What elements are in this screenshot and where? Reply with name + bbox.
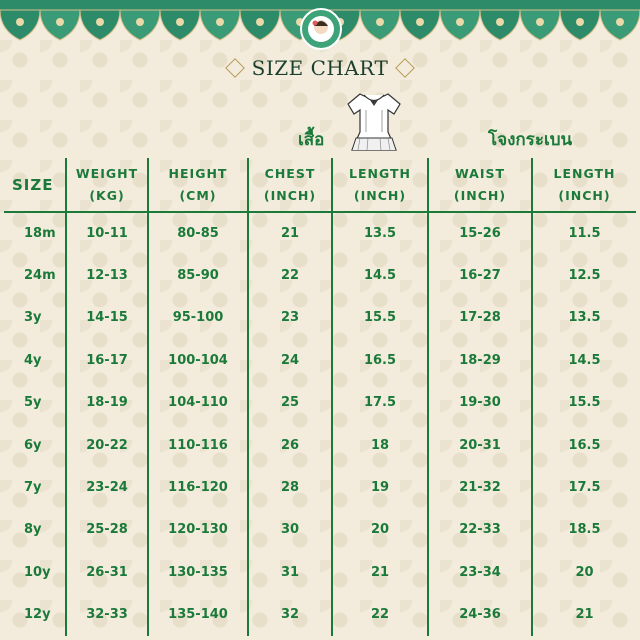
table-header-row (4, 158, 636, 212)
column-header-line: (INCH) (263, 187, 317, 203)
table-cell: 135-140 (148, 594, 248, 636)
table-row (4, 424, 636, 466)
column-header-line: LENGTH (553, 165, 616, 181)
table-cell: 30 (248, 509, 332, 551)
table-cell: 28 (248, 466, 332, 508)
table-row (4, 254, 636, 296)
table-cell: 18-19 (66, 382, 148, 424)
column-header-line: WEIGHT (75, 165, 139, 181)
skirt-group-label: โจงกระเบน (488, 130, 573, 150)
column-header-line: (INCH) (353, 187, 407, 203)
column-header (248, 158, 332, 212)
table-cell: 24-36 (428, 594, 532, 636)
border-dot (416, 18, 424, 26)
border-dot (256, 18, 264, 26)
table-row (4, 339, 636, 381)
border-dot (56, 18, 64, 26)
table-cell: 24 (248, 339, 332, 381)
column-header (332, 158, 428, 212)
table-cell: 19 (332, 466, 428, 508)
size-cell: 12y (4, 594, 66, 636)
table-cell: 16.5 (568, 437, 601, 453)
size-chart-table (4, 158, 636, 636)
table-row (4, 594, 636, 636)
table-cell: 13.5 (332, 212, 428, 254)
table-cell: 14.5 (568, 352, 601, 368)
table-cell: 16.5 (332, 339, 428, 381)
table-cell: 10-11 (66, 212, 148, 254)
border-dot (216, 18, 224, 26)
table-cell: 23-34 (428, 551, 532, 593)
table-row (4, 509, 636, 551)
table-cell: 12-13 (66, 254, 148, 296)
table-cell: 15.5 (568, 395, 601, 411)
column-header (148, 158, 248, 212)
table-cell: 20-22 (66, 424, 148, 466)
page-title: SIZE CHART (251, 56, 389, 80)
border-dot (96, 18, 104, 26)
brand-logo-icon (300, 8, 342, 50)
table-cell: 17.5 (332, 382, 428, 424)
column-header-line: HEIGHT (168, 165, 228, 181)
shirt-group-label: เสื้อ (298, 130, 325, 150)
table-cell: 80-85 (148, 212, 248, 254)
size-cell: 8y (4, 509, 66, 551)
table-body (4, 212, 636, 636)
table-cell: 16-17 (66, 339, 148, 381)
table-cell: 15-26 (428, 212, 532, 254)
size-cell: 7y (4, 466, 66, 508)
border-dot (536, 18, 544, 26)
table-cell: 19-30 (428, 382, 532, 424)
size-cell: 24m (4, 254, 66, 296)
diamond-ornament-icon (395, 58, 415, 78)
table-cell: 32 (248, 594, 332, 636)
column-header (532, 158, 636, 212)
table-cell: 21-32 (428, 466, 532, 508)
column-header-line: (INCH) (558, 187, 611, 203)
table-cell: 20-31 (428, 424, 532, 466)
column-header-line: (INCH) (453, 187, 507, 203)
size-cell: 5y (4, 382, 66, 424)
table-cell: 13.5 (568, 310, 601, 326)
size-cell: 6y (4, 424, 66, 466)
table-cell: 22 (248, 254, 332, 296)
table-cell: 23 (248, 297, 332, 339)
table-cell: 130-135 (148, 551, 248, 593)
table-cell: 22 (332, 594, 428, 636)
table-cell: 120-130 (148, 509, 248, 551)
table-row (4, 212, 636, 254)
border-dot (16, 18, 24, 26)
size-cell: 10y (4, 551, 66, 593)
table-cell: 17-28 (428, 297, 532, 339)
table-cell: 100-104 (148, 339, 248, 381)
table-cell: 11.5 (568, 226, 601, 242)
table-cell: 18-29 (428, 339, 532, 381)
column-header-line: (CM) (179, 187, 217, 203)
table-cell: 21 (248, 212, 332, 254)
border-dot (376, 18, 384, 26)
table-cell: 15.5 (332, 297, 428, 339)
border-dot (576, 18, 584, 26)
column-header (66, 158, 148, 212)
table-cell: 25 (248, 382, 332, 424)
table-cell: 18.5 (568, 522, 601, 538)
table-cell: 110-116 (148, 424, 248, 466)
border-dot (496, 18, 504, 26)
size-cell: 4y (4, 339, 66, 381)
border-dot (136, 18, 144, 26)
table-row (4, 297, 636, 339)
table-cell: 18 (332, 424, 428, 466)
table-cell: 32-33 (66, 594, 148, 636)
table-cell: 22-33 (428, 509, 532, 551)
table-cell: 116-120 (148, 466, 248, 508)
table-row (4, 551, 636, 593)
table-cell: 23-24 (66, 466, 148, 508)
size-cell: 3y (4, 297, 66, 339)
border-dot (616, 18, 624, 26)
column-header-line: LENGTH (349, 165, 411, 181)
size-cell: 18m (4, 212, 66, 254)
border-dot (176, 18, 184, 26)
table-cell: 26 (248, 424, 332, 466)
title-area (0, 56, 640, 80)
column-header-line: CHEST (264, 165, 316, 181)
table-cell: 17.5 (568, 480, 601, 496)
table-cell: 25-28 (66, 509, 148, 551)
table-cell: 12.5 (568, 268, 601, 284)
column-header-line: SIZE (12, 175, 54, 194)
table-cell: 31 (248, 551, 332, 593)
table-row (4, 466, 636, 508)
diamond-ornament-icon (225, 58, 245, 78)
table-cell: 104-110 (148, 382, 248, 424)
table-cell: 14-15 (66, 297, 148, 339)
table-cell: 21 (575, 607, 594, 623)
table-cell: 26-31 (66, 551, 148, 593)
shirt-illustration-icon (338, 86, 410, 158)
column-header (428, 158, 532, 212)
table-cell: 20 (575, 564, 594, 580)
border-dot (456, 18, 464, 26)
column-header-line: WAIST (454, 165, 506, 181)
table-cell: 16-27 (428, 254, 532, 296)
table-cell: 85-90 (148, 254, 248, 296)
column-header (4, 158, 66, 212)
table-cell: 21 (332, 551, 428, 593)
table-cell: 20 (332, 509, 428, 551)
table-cell: 14.5 (332, 254, 428, 296)
column-header-line: (KG) (89, 187, 125, 203)
table-cell: 95-100 (148, 297, 248, 339)
table-row (4, 382, 636, 424)
